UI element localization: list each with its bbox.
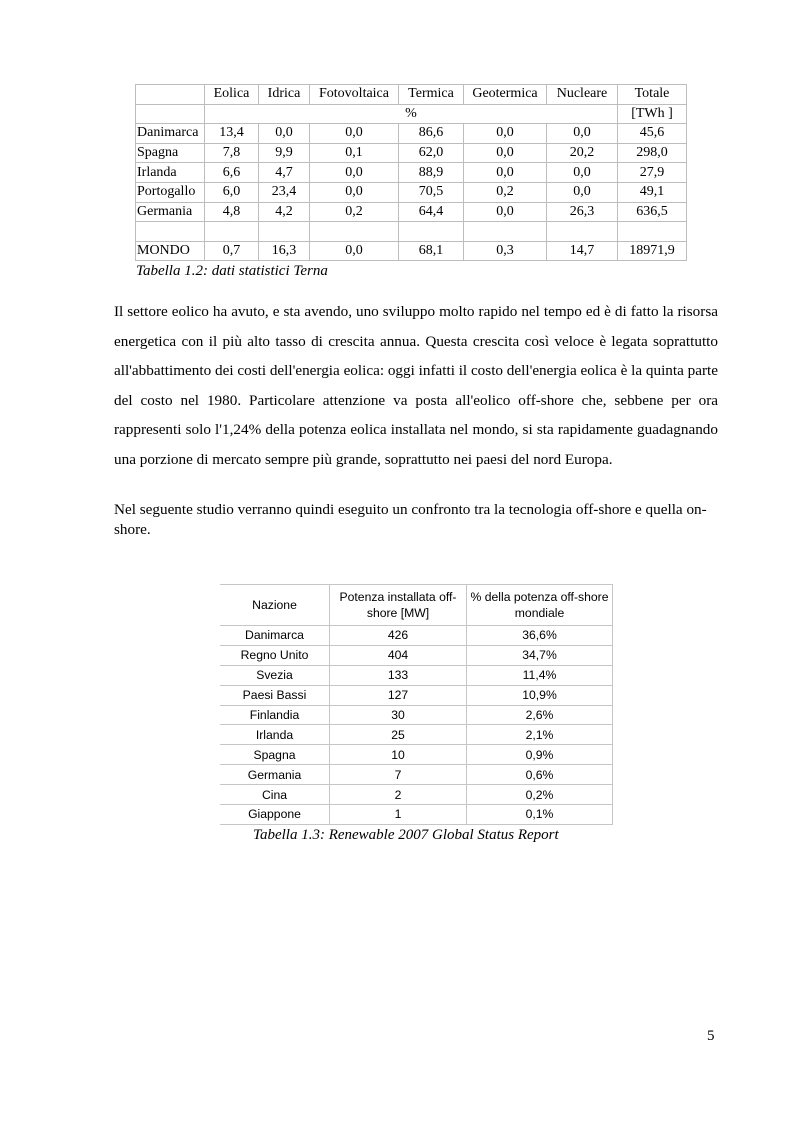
- page-number: 5: [707, 1028, 715, 1044]
- value-cell: 49,1: [618, 182, 687, 202]
- table-row: [136, 124, 687, 144]
- country-cell: Portogallo: [136, 182, 205, 202]
- value-cell: 0,3: [464, 241, 547, 261]
- value-cell: 0,0: [310, 241, 399, 261]
- value-cell: 30: [330, 705, 467, 725]
- column-header: Totale: [618, 85, 687, 105]
- value-cell: 0,0: [310, 124, 399, 144]
- value-cell: 14,7: [547, 241, 618, 261]
- country-cell: Regno Unito: [220, 645, 330, 665]
- value-cell: 7: [330, 765, 467, 785]
- value-cell: 9,9: [259, 143, 310, 163]
- table-row: [220, 705, 613, 725]
- column-header: Termica: [399, 85, 464, 105]
- table-header-row: [220, 585, 613, 626]
- value-cell: 64,4: [399, 202, 464, 222]
- column-header: Idrica: [259, 85, 310, 105]
- offshore-capacity-table: [220, 584, 613, 825]
- table-row: [136, 182, 687, 202]
- column-header: Potenza installata off-shore [MW]: [330, 585, 467, 626]
- column-header: [136, 85, 205, 105]
- value-cell: 0,7: [205, 241, 259, 261]
- table-row: [220, 626, 613, 646]
- value-cell: 1: [330, 805, 467, 825]
- value-cell: 6,0: [205, 182, 259, 202]
- value-cell: 4,7: [259, 163, 310, 183]
- value-cell: 4,2: [259, 202, 310, 222]
- table-row: [220, 665, 613, 685]
- energy-mix-table: [135, 84, 687, 261]
- value-cell: 0,0: [310, 182, 399, 202]
- table-1-2-caption: Tabella 1.2: dati statistici Terna: [136, 263, 328, 279]
- country-cell: Irlanda: [220, 725, 330, 745]
- country-cell: Irlanda: [136, 163, 205, 183]
- value-cell: 0,9%: [467, 745, 613, 765]
- value-cell: 70,5: [399, 182, 464, 202]
- country-cell: Danimarca: [136, 124, 205, 144]
- value-cell: 0,2: [464, 182, 547, 202]
- value-cell: 11,4%: [467, 665, 613, 685]
- column-header: Eolica: [205, 85, 259, 105]
- value-cell: 0,0: [547, 163, 618, 183]
- column-header: Fotovoltaica: [310, 85, 399, 105]
- country-cell: Germania: [220, 765, 330, 785]
- table-row: [220, 645, 613, 665]
- value-cell: 86,6: [399, 124, 464, 144]
- country-cell: MONDO: [136, 241, 205, 261]
- table-row: [220, 805, 613, 825]
- value-cell: 404: [330, 645, 467, 665]
- empty-cell: [618, 222, 687, 242]
- value-cell: 2,6%: [467, 705, 613, 725]
- value-cell: 2,1%: [467, 725, 613, 745]
- world-row: [136, 241, 687, 261]
- value-cell: 636,5: [618, 202, 687, 222]
- value-cell: 18971,9: [618, 241, 687, 261]
- value-cell: 0,1: [310, 143, 399, 163]
- table-row: [136, 143, 687, 163]
- empty-cell: [547, 222, 618, 242]
- value-cell: 6,6: [205, 163, 259, 183]
- value-cell: 16,3: [259, 241, 310, 261]
- table-row: [136, 163, 687, 183]
- unit-row: [136, 104, 687, 124]
- paragraph-wind-growth: Il settore eolico ha avuto, e sta avendo, uno sviluppo molto rapido nel tempo ed è di fatto la risorsa energetica con il più alto tasso di crescita annua. Questa crescita così veloce è legata soprattutto all'abbattimento dei costi dell'energia eolica: oggi infatti il costo dell'energia eolica è la quinta parte del costo nel 1980. Particolare attenzione va posta all'eolico off-shore che, sebbene per ora rappresenti solo l'1,24% della potenza eolica installata nel mondo, si sta rapidamente guadagnando una porzione di mercato sempre più grande, soprattutto nei paesi del nord Europa.: [114, 303, 718, 468]
- column-header: Nazione: [220, 585, 330, 626]
- value-cell: 20,2: [547, 143, 618, 163]
- unit-percent-label: %: [205, 104, 618, 124]
- value-cell: 298,0: [618, 143, 687, 163]
- country-cell: Spagna: [220, 745, 330, 765]
- value-cell: 0,0: [310, 163, 399, 183]
- value-cell: 0,1%: [467, 805, 613, 825]
- value-cell: 127: [330, 685, 467, 705]
- country-cell: Paesi Bassi: [220, 685, 330, 705]
- value-cell: 68,1: [399, 241, 464, 261]
- country-cell: Germania: [136, 202, 205, 222]
- value-cell: 0,2: [310, 202, 399, 222]
- value-cell: 0,0: [464, 124, 547, 144]
- value-cell: 62,0: [399, 143, 464, 163]
- empty-cell: [259, 222, 310, 242]
- value-cell: 88,9: [399, 163, 464, 183]
- value-cell: 13,4: [205, 124, 259, 144]
- value-cell: 2: [330, 785, 467, 805]
- value-cell: 0,2%: [467, 785, 613, 805]
- column-header: Nucleare: [547, 85, 618, 105]
- unit-total-label: [TWh ]: [618, 104, 687, 124]
- value-cell: 0,0: [547, 182, 618, 202]
- country-cell: Giappone: [220, 805, 330, 825]
- country-cell: Spagna: [136, 143, 205, 163]
- value-cell: 4,8: [205, 202, 259, 222]
- value-cell: 10: [330, 745, 467, 765]
- table-row: [220, 745, 613, 765]
- value-cell: 45,6: [618, 124, 687, 144]
- empty-cell: [205, 222, 259, 242]
- table-header-row: [136, 85, 687, 105]
- table-row: [220, 765, 613, 785]
- value-cell: 34,7%: [467, 645, 613, 665]
- value-cell: 25: [330, 725, 467, 745]
- value-cell: 7,8: [205, 143, 259, 163]
- value-cell: 0,0: [464, 163, 547, 183]
- table-row: [220, 785, 613, 805]
- value-cell: 0,0: [464, 202, 547, 222]
- table-1-3-caption: Tabella 1.3: Renewable 2007 Global Status Report: [253, 827, 559, 843]
- empty-cell: [136, 222, 205, 242]
- empty-cell: [310, 222, 399, 242]
- value-cell: 0,0: [547, 124, 618, 144]
- value-cell: 0,0: [464, 143, 547, 163]
- empty-cell: [399, 222, 464, 242]
- value-cell: 23,4: [259, 182, 310, 202]
- value-cell: 0,0: [259, 124, 310, 144]
- paragraph-study-scope: Nel seguente studio verranno quindi eseguito un confronto tra la tecnologia off-shore e quella on-shore.: [114, 501, 707, 538]
- value-cell: 426: [330, 626, 467, 646]
- spacer-row: [136, 222, 687, 242]
- table-row: [220, 725, 613, 745]
- table-row: [220, 685, 613, 705]
- column-header: % della potenza off-shore mondiale: [467, 585, 613, 626]
- value-cell: 26,3: [547, 202, 618, 222]
- country-cell: Cina: [220, 785, 330, 805]
- country-cell: Danimarca: [220, 626, 330, 646]
- table-row: [136, 202, 687, 222]
- value-cell: 27,9: [618, 163, 687, 183]
- value-cell: 36,6%: [467, 626, 613, 646]
- country-cell: Finlandia: [220, 705, 330, 725]
- value-cell: 10,9%: [467, 685, 613, 705]
- country-cell: Svezia: [220, 665, 330, 685]
- value-cell: 0,6%: [467, 765, 613, 785]
- value-cell: 133: [330, 665, 467, 685]
- empty-cell: [136, 104, 205, 124]
- empty-cell: [464, 222, 547, 242]
- column-header: Geotermica: [464, 85, 547, 105]
